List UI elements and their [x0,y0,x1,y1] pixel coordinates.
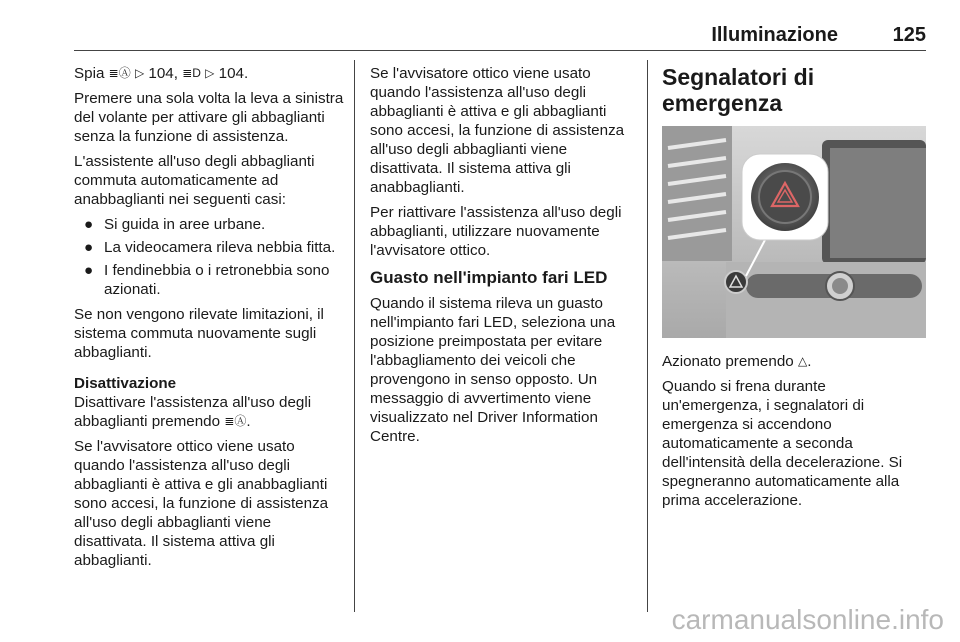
auto-high-beam-icon: ≣Ⓐ [224,414,247,428]
high-beam-icon: ≣D [182,66,201,80]
watermark: carmanualsonline.info [671,604,944,635]
page-number: 125 [892,24,926,46]
list-item: ● Si guida in aree urbane. [84,216,266,233]
page-header [74,22,926,51]
paragraph: Se l'avvisatore ottico viene usato quando l'assistenza all'uso degli abbaglianti è attiva e gli anabbaglianti sono accesi, la funzione di assistenza all'uso degli abbaglianti viene disattivata. Il sistema attiva gli abbaglianti. [74,438,329,569]
section-title: Illuminazione [711,24,838,46]
sub-heading: Disattivazione [74,375,177,392]
bullet-list [74,215,344,299]
paragraph: Azionato premendo △. [662,353,812,370]
paragraph: Se non vengono rilevate limitazioni, il sistema commuta nuovamente sugli abbaglianti. [74,306,324,361]
column-middle [370,64,632,452]
paragraph: Per riattivare l'assistenza all'uso degli abbaglianti, utilizzare nuovamente l'avvisatore ottico. [370,204,622,259]
list-item: ● La videocamera rileva nebbia fitta. [84,239,336,256]
paragraph: Se l'avvisatore ottico viene usato quando l'assistenza all'uso degli abbaglianti è attiva e gli abbaglianti sono accesi, la funzione di assistenza all'uso degli abbaglianti viene disattivata. Il sistema attiva gli anabbaglianti. [370,65,625,196]
hazard-switch-illustration [662,126,926,338]
hazard-warning-icon: △ [797,354,808,368]
paragraph: Quando il sistema rileva un guasto nell'impianto fari LED, seleziona una posizione preimpostata per evitare l'abbagliamento dei veicoli che provengono in senso opposto. Un messaggio di avvertimento viene visualizzato nel Driver Information Centre. [370,295,616,445]
list-item: ● I fendinebbia o i retronebbia sono azionati. [84,262,330,298]
column-divider [647,60,648,612]
auto-high-beam-icon: ≣Ⓐ [108,66,131,80]
paragraph: Quando si frena durante un'emergenza, i segnalatori di emergenza si accendono automaticamente a seconda dell'intensità della decelerazione. Si spegneranno automaticamente alla prima accelerazione. [662,378,903,509]
column-right [662,64,926,516]
indicator-line: Spia ≣Ⓐ ▷ 104, ≣D ▷ 104. [74,65,249,82]
page-reference-icon: ▷ [205,66,215,80]
column-left [74,64,344,576]
paragraph: L'assistente all'uso degli abbaglianti commuta automaticamente ad anabbaglianti nei seguenti casi: [74,153,315,208]
page-reference-icon: ▷ [134,66,145,80]
column-divider [354,60,355,612]
paragraph: Disattivare l'assistenza all'uso degli abbaglianti premendo ≣Ⓐ. [74,394,312,430]
paragraph: Premere una sola volta la leva a sinistra del volante per attivare gli abbaglianti senza la funzione di assistenza. [74,90,344,145]
section-heading: Guasto nell'impianto fari LED [370,268,608,287]
section-heading: Segnalatori di emergenza [662,64,815,116]
